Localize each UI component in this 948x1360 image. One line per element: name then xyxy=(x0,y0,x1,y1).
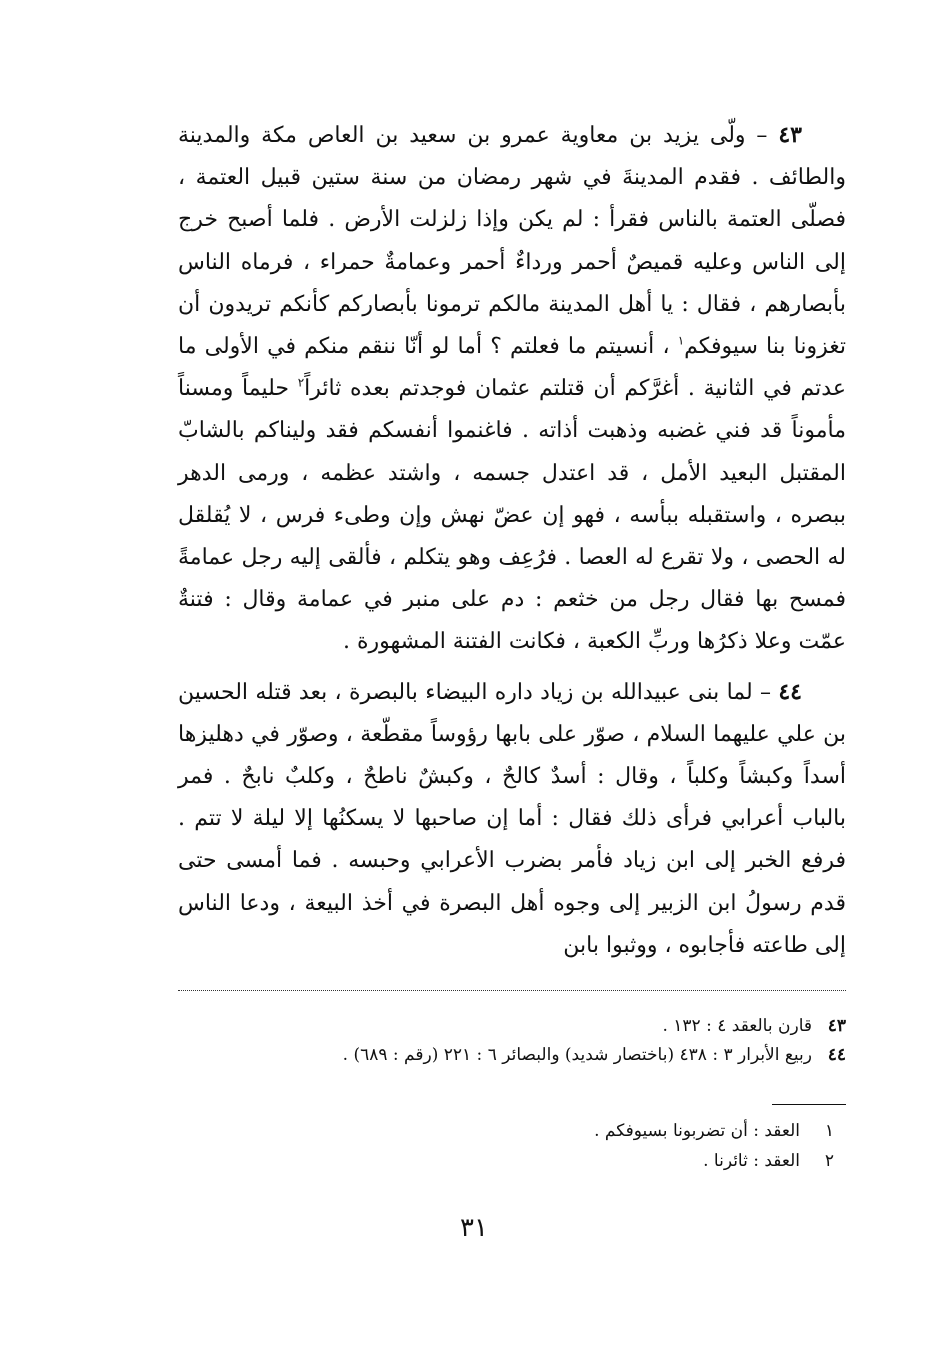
footnote-number: ١ xyxy=(824,1121,834,1141)
footnote-text: العقد : ثائرنا . xyxy=(703,1151,800,1171)
source-text: ربيع الأبرار ٣ : ٤٣٨ (باختصار شديد) والبصائر ٦ : ٢٢١ (رقم : ٦٨٩) . xyxy=(342,1045,812,1065)
main-text xyxy=(178,114,846,967)
source-item xyxy=(178,1012,846,1041)
footnote-ref-2: ٢ xyxy=(297,375,305,390)
footnote-text: العقد : أن تضربونا بسيوفكم . xyxy=(594,1121,800,1141)
footnote-item xyxy=(178,1146,846,1176)
source-number: ٤٣ xyxy=(827,1016,846,1036)
source-number: ٤٤ xyxy=(827,1045,846,1065)
footnote-number: ٢ xyxy=(824,1151,834,1171)
dotted-separator xyxy=(178,990,846,991)
entry-43 xyxy=(178,114,846,664)
footnotes-list xyxy=(178,1116,846,1176)
entry-text: حليماً ومسناً مأموناً قد فني غضبه وذهبت أذاته . فاغنموا أنفسكم فقد وليناكم بالشابّ المقتبل البعيد الأمل ، قد اعتدل جسمه ، واشتد عظمه ، ورمى الدهر ببصره ، واستقبله ببأسه ، فهو إن عضّ نهش وإن وطىء فرس ، لا يُقلقل له الحصى ، ولا تقرع له العصا . فرُعِف وهو يتكلم ، فألقى إليه رجل عمامةً فمسح بها فقال رجل من خثعم : دم على منبر في عمامة وقال : فتنةٌ عمّت وعلا ذكرُها وربِّ الكعبة ، فكانت الفتنة المشهورة . xyxy=(178,376,846,655)
entry-text: ، أنسيتم ما فعلتم ؟ أما لو أنّا ننقم منكم في الأولى ما عدتم في الثانية . أغرَّكم أن قتلتم عثمان فوجدتم بعده ثائراً xyxy=(178,334,846,402)
entry-number: ٤٤ xyxy=(778,678,802,705)
entry-number: ٤٣ xyxy=(778,122,802,148)
page-number: ٣١ xyxy=(460,1213,488,1243)
source-item xyxy=(178,1041,846,1070)
footnote-item xyxy=(178,1116,846,1146)
entry-text: – لما بنى عبيدالله بن زياد داره البيضاء بالبصرة ، بعد قتله الحسين بن علي عليهما السلام ، صوّر على بابها رؤوساً مقطّعة ، وصوّر في دهليزها أسداً وكبشاً وكلباً ، وقال : أسدٌ كالحٌ ، وكبشٌ ناطحٌ ، وكلبٌ نابحٌ . فمر بالباب أعرابي فرأى ذلك فقال : أما إن صاحبها لا يسكنُها إلا ليلة لا تتم . فرفع الخبر إلى ابن زياد فأمر بضرب الأعرابي وحبسه . فما أمسى حتى قدم رسولُ ابن الزبير إلى وجوه أهل البصرة في أخذ البيعة ، ودعا الناس إلى طاعته فأجابوه ، ووثبوا بابن xyxy=(178,679,846,958)
footnote-separator xyxy=(772,1104,846,1105)
sources-list xyxy=(178,1012,846,1070)
footnote-ref-1: ١ xyxy=(677,333,685,348)
entry-text: – ولّى يزيد بن معاوية عمرو بن سعيد بن العاص مكة والمدينة والطائف . فقدم المدينةَ في شهر رمضان من سنة ستين قبيل العتمة ، فصلّى العتمة بالناس فقرأ : لم يكن وإذا زلزلت الأرض . فلما أصبح خرج إلى الناس وعليه قميصٌ أحمر ورداءٌ أحمر وعمامةٌ حمراء ، فرماه الناس بأبصارهم ، فقال : يا أهل المدينة مالكم ترمونا بأبصاركم كأنكم تريدون أن تغزونا بنا سيوفكم xyxy=(178,123,846,360)
source-text: قارن بالعقد ٤ : ١٣٢ . xyxy=(662,1016,812,1036)
entry-44 xyxy=(178,671,846,967)
